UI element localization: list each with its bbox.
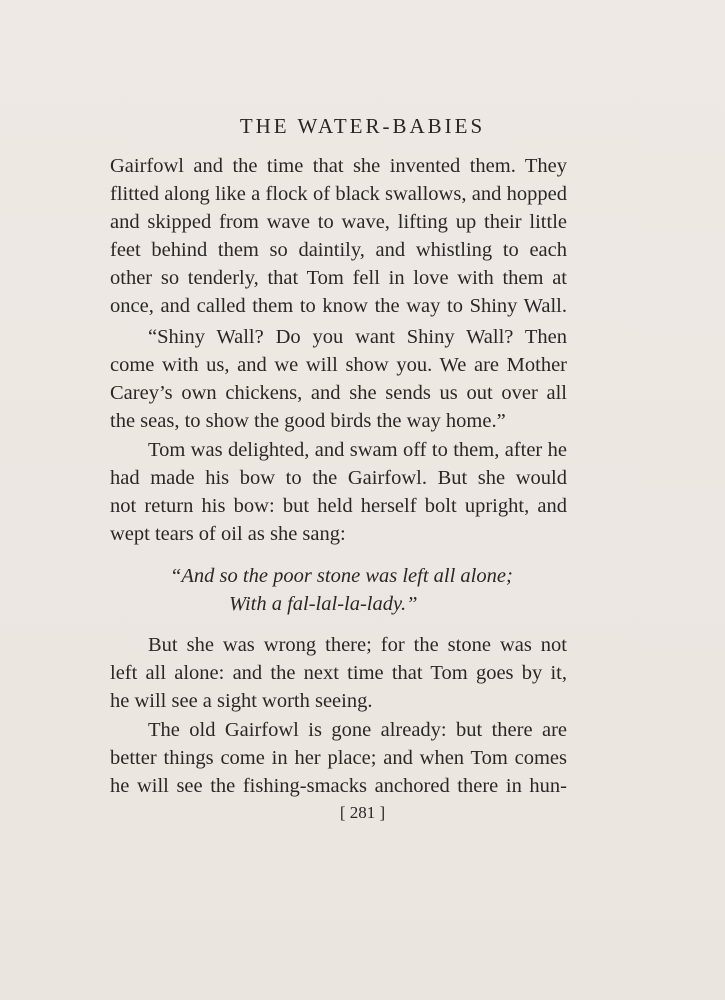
text-line: wept tears of oil as she sang:	[110, 523, 346, 545]
text-line: Tom was delighted, and swam off to them, after he	[148, 439, 567, 461]
text-line: the seas, to show the good birds the way home.”	[110, 410, 506, 432]
text-line: once, and called them to know the way to Shiny Wall.	[110, 295, 567, 317]
verse-line: With a fal-lal-la-lady.”	[229, 593, 418, 615]
text-line: and skipped from wave to wave, lifting up their little	[110, 211, 567, 233]
text-line: The old Gairfowl is gone already: but there are	[148, 719, 567, 741]
page-number: [ 281 ]	[339, 803, 386, 822]
running-head: THE WATER-BABIES	[239, 114, 486, 138]
text-line: feet behind them so daintily, and whistling to each	[110, 239, 567, 261]
verse-line: “And so the poor stone was left all alone;	[170, 565, 513, 587]
text-line: flitted along like a flock of black swallows, and hopped	[110, 183, 567, 205]
text-line: But she was wrong there; for the stone was not	[148, 634, 567, 656]
text-line: better things come in her place; and when Tom comes	[110, 747, 567, 769]
text-line: he will see a sight worth seeing.	[110, 690, 373, 712]
text-line: had made his bow to the Gairfowl. But she would	[110, 467, 567, 489]
text-line: he will see the fishing-smacks anchored there in hun-	[110, 775, 567, 797]
text-line: Gairfowl and the time that she invented them. They	[110, 155, 567, 177]
text-line: left all alone: and the next time that Tom goes by it,	[110, 662, 567, 684]
text-line: Carey’s own chickens, and she sends us out over all	[110, 382, 567, 404]
text-line: come with us, and we will show you. We are Mother	[110, 354, 567, 376]
text-line: “Shiny Wall? Do you want Shiny Wall? Then	[148, 326, 567, 348]
text-line: not return his bow: but held herself bolt upright, and	[110, 495, 567, 517]
text-line: other so tenderly, that Tom fell in love with them at	[110, 267, 567, 289]
